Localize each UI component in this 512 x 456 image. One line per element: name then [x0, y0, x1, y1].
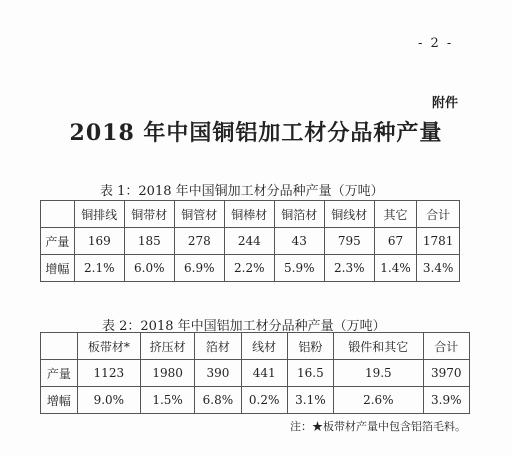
- column-header: 箔材: [195, 333, 241, 360]
- column-header: 铜管材: [174, 201, 224, 228]
- table-cell: 67: [374, 228, 417, 255]
- table-cell: 3970: [423, 360, 469, 387]
- column-header: 铜带材: [124, 201, 174, 228]
- column-header: 锻件和其它: [334, 333, 424, 360]
- column-header: 铜棒材: [224, 201, 274, 228]
- table-cell: 2.6%: [334, 387, 424, 414]
- table-cell: 185: [124, 228, 174, 255]
- table-cell: 43: [274, 228, 324, 255]
- table-cell: 2.1%: [74, 255, 124, 282]
- table1-caption: 表 1：2018 年中国铜加工材分品种产量（万吨）: [100, 184, 384, 199]
- document-title: 2018 年中国铜铝加工材分品种产量: [69, 120, 443, 146]
- attachment-label: 附件: [432, 96, 459, 111]
- table-cell: 1.5%: [140, 387, 194, 414]
- table-cell: 6.9%: [174, 255, 224, 282]
- table-cell: 244: [224, 228, 274, 255]
- table-cell: 5.9%: [274, 255, 324, 282]
- column-header: 挤压材: [140, 333, 194, 360]
- table2: [40, 332, 470, 414]
- table-cell: 0.2%: [241, 387, 287, 414]
- column-header: 铜箔材: [274, 201, 324, 228]
- column-header: 合计: [417, 201, 460, 228]
- corner-cell: [41, 333, 78, 360]
- row-label: 增幅: [41, 387, 78, 414]
- table-cell: 2.3%: [324, 255, 374, 282]
- table2-header-row: [41, 333, 470, 360]
- table-row: [41, 387, 470, 414]
- column-header: 板带材*: [77, 333, 140, 360]
- table-cell: 278: [174, 228, 224, 255]
- table-cell: 3.1%: [287, 387, 333, 414]
- column-header: 铜线材: [324, 201, 374, 228]
- table-cell: 3.9%: [423, 387, 469, 414]
- table-row: [41, 255, 460, 282]
- table1-header-row: [41, 201, 460, 228]
- column-header: 线材: [241, 333, 287, 360]
- table-cell: 1.4%: [374, 255, 417, 282]
- table2-note: 注：★板带材产量中包含铝箔毛料。: [290, 420, 466, 433]
- table-cell: 1980: [140, 360, 194, 387]
- table-cell: 441: [241, 360, 287, 387]
- table-cell: 1781: [417, 228, 460, 255]
- table-cell: 2.2%: [224, 255, 274, 282]
- table2-caption: 表 2：2018 年中国铝加工材分品种产量（万吨）: [102, 319, 386, 334]
- page-number: - 2 -: [418, 36, 454, 51]
- table-cell: 795: [324, 228, 374, 255]
- table-cell: 19.5: [334, 360, 424, 387]
- row-label: 增幅: [41, 255, 75, 282]
- column-header: 合计: [423, 333, 469, 360]
- table-cell: 3.4%: [417, 255, 460, 282]
- table-cell: 9.0%: [77, 387, 140, 414]
- column-header: 其它: [374, 201, 417, 228]
- column-header: 铜排线: [74, 201, 124, 228]
- table-cell: 6.8%: [195, 387, 241, 414]
- table-row: [41, 360, 470, 387]
- table-cell: 169: [74, 228, 124, 255]
- table-cell: 1123: [77, 360, 140, 387]
- table-cell: 16.5: [287, 360, 333, 387]
- corner-cell: [41, 201, 75, 228]
- table-cell: 6.0%: [124, 255, 174, 282]
- column-header: 铝粉: [287, 333, 333, 360]
- table-cell: 390: [195, 360, 241, 387]
- row-label: 产量: [41, 360, 78, 387]
- table1: [40, 200, 460, 282]
- row-label: 产量: [41, 228, 75, 255]
- table-row: [41, 228, 460, 255]
